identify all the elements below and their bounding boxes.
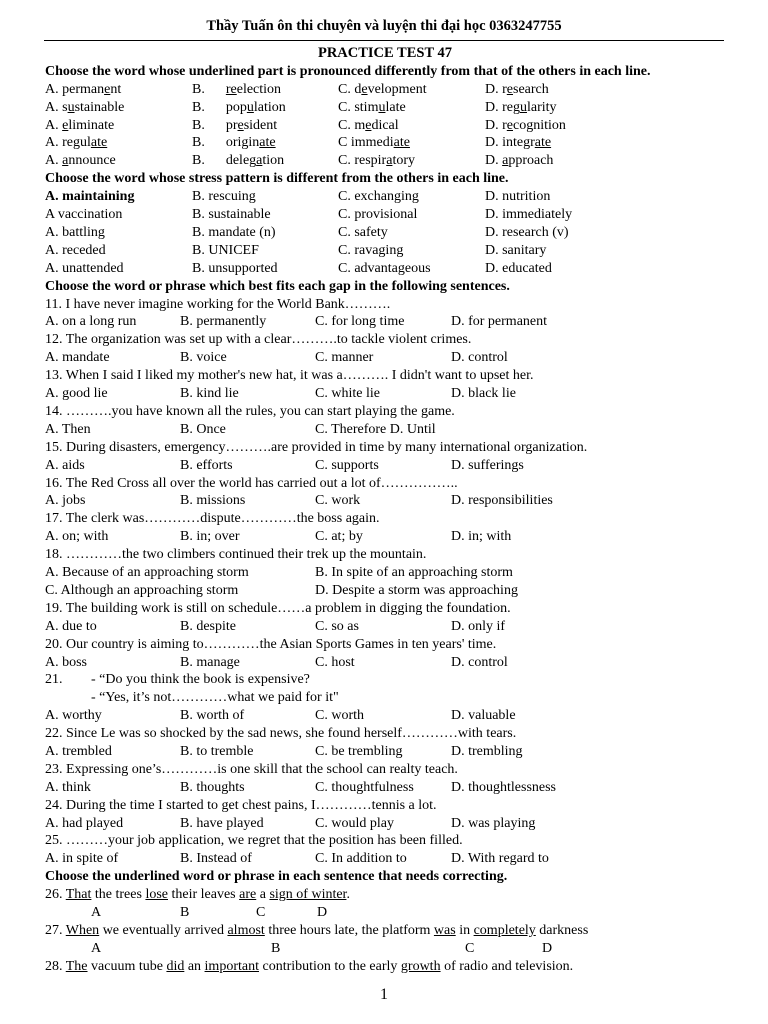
underlined-part: e xyxy=(506,117,513,133)
option-text: D. xyxy=(485,153,503,169)
question-23: 23. Expressing one’s…………is one skill that the school can realty teach. xyxy=(45,761,458,777)
underlined-part: sign of winter xyxy=(269,887,347,903)
underlined-part: growth xyxy=(400,958,441,974)
sentence-text: the trees xyxy=(91,887,146,903)
question-number: 21. xyxy=(45,672,63,688)
test-content xyxy=(45,45,725,976)
option-text: late xyxy=(385,99,406,115)
option xyxy=(45,117,114,135)
option: B. UNICEF xyxy=(192,242,259,258)
question-11: 11. I have never imagine working for the World Bank………. xyxy=(45,296,391,312)
option-text: dical xyxy=(371,117,399,133)
option-text: A. regul xyxy=(45,135,91,151)
question-13: 13. When I said I liked my mother's new hat, it was a………. I didn't want to upset her. xyxy=(45,368,534,384)
option: C. exchanging xyxy=(338,189,419,205)
option: C. would play xyxy=(315,815,394,831)
option: A. jobs xyxy=(45,493,86,509)
error-instruction: Choose the underlined word or phrase in each sentence that needs correcting. xyxy=(45,869,508,885)
underlined-part: lose xyxy=(145,887,168,903)
option xyxy=(45,81,121,99)
stress-row xyxy=(45,188,725,206)
option: B. In spite of an approaching storm xyxy=(315,565,513,581)
option xyxy=(45,99,124,117)
option: A vaccination xyxy=(45,207,123,223)
option-text: search xyxy=(513,81,549,97)
page-number: 1 xyxy=(380,986,388,1003)
options-row xyxy=(45,582,725,600)
option: C. host xyxy=(315,654,355,670)
option-text: A. xyxy=(45,153,63,169)
pronunciation-row xyxy=(45,99,725,117)
underlined-part: re xyxy=(225,81,237,97)
underlined-part: ate xyxy=(393,135,410,151)
option: D. was playing xyxy=(451,815,536,831)
option xyxy=(338,81,427,99)
option: D. for permanent xyxy=(451,314,548,330)
question-27 xyxy=(45,922,725,940)
underlined-part: did xyxy=(166,958,185,974)
option: C. Although an approaching storm xyxy=(45,582,239,598)
option: A. think xyxy=(45,779,91,795)
sentence-text: in xyxy=(455,922,474,938)
option: B. unsupported xyxy=(192,260,278,276)
option: C. supports xyxy=(315,457,379,473)
question-26 xyxy=(45,886,725,904)
sentence-text: . xyxy=(346,887,350,903)
option: D. educated xyxy=(485,260,552,276)
pronunciation-row xyxy=(45,117,725,135)
question-17: 17. The clerk was…………dispute…………the boss again. xyxy=(45,511,380,527)
underlined-part: completely xyxy=(473,922,536,938)
option-text: A. xyxy=(45,117,63,133)
question-18: 18. …………the two climbers continued their trek up the mountain. xyxy=(45,547,427,563)
options-row xyxy=(45,421,725,439)
option xyxy=(45,152,116,170)
option: C. be trembling xyxy=(315,743,403,759)
option-text: pproach xyxy=(508,153,554,169)
options-row xyxy=(45,654,725,672)
option: C. at; by xyxy=(315,529,363,545)
option: C. thoughtfulness xyxy=(315,779,414,795)
underlined-part: are xyxy=(239,887,257,903)
option-text: C. stim xyxy=(338,99,379,115)
stress-row xyxy=(45,206,725,224)
underlined-part: important xyxy=(204,958,259,974)
underlined-part: ate xyxy=(90,135,108,151)
option: B. to tremble xyxy=(180,743,254,759)
underlined-part: u xyxy=(378,99,386,115)
option: A. Because of an approaching storm xyxy=(45,565,249,581)
underlined-part: u xyxy=(67,99,75,115)
underlined-part: e xyxy=(365,117,372,133)
option: B. worth of xyxy=(180,708,245,724)
option: A. receded xyxy=(45,242,106,258)
question-26-letters xyxy=(45,904,725,922)
option: C. In addition to xyxy=(315,851,407,867)
question-16: 16. The Red Cross all over the world has carried out a lot of…………….. xyxy=(45,475,458,491)
option-text: D. r xyxy=(485,117,507,133)
option xyxy=(338,117,399,135)
option: B. voice xyxy=(180,350,227,366)
dialogue-line: - “Yes, it’s not…………what we paid for it" xyxy=(91,690,339,706)
underlined-part: e xyxy=(506,81,513,97)
page-header: Thầy Tuấn ôn thi chuyên và luyện thi đại học 0363247755 xyxy=(206,18,562,34)
option: D. research (v) xyxy=(485,224,569,240)
option xyxy=(485,152,553,170)
option: A. had played xyxy=(45,815,124,831)
option xyxy=(485,81,549,99)
option xyxy=(192,152,284,170)
stress-instruction: Choose the word whose stress pattern is different from the others in each line. xyxy=(45,171,509,187)
option: A. mandate xyxy=(45,350,110,366)
options-row xyxy=(45,743,725,761)
test-title: PRACTICE TEST 47 xyxy=(317,45,453,61)
underlined-part: e xyxy=(237,117,244,133)
question-21-line2 xyxy=(45,689,725,707)
option: C. safety xyxy=(338,224,388,240)
options-row xyxy=(45,313,725,331)
answer-letter: C xyxy=(465,940,475,956)
option: B. have played xyxy=(180,815,264,831)
underlined-part: ate xyxy=(259,135,276,151)
option: D. valuable xyxy=(451,708,516,724)
option-text: D. integr xyxy=(485,135,535,151)
answer-letter: C xyxy=(256,905,266,921)
options-row xyxy=(45,850,725,868)
option: D. sanitary xyxy=(485,242,547,258)
options-row xyxy=(45,349,725,367)
question-21 xyxy=(45,671,725,689)
pronunciation-row xyxy=(45,134,725,152)
option: A. boss xyxy=(45,654,88,670)
option: C. ravaging xyxy=(338,242,404,258)
option: B. efforts xyxy=(180,457,233,473)
question-25: 25. ………your job application, we regret that the position has been filled. xyxy=(45,833,463,849)
option-text: nnounce xyxy=(68,153,116,169)
option: D. With regard to xyxy=(451,851,549,867)
underlined-part: e xyxy=(104,81,111,97)
underlined-part: u xyxy=(520,99,527,115)
question-28 xyxy=(45,958,725,976)
option: C. for long time xyxy=(315,314,405,330)
option-text: tion xyxy=(262,153,285,169)
gapfill-instruction: Choose the word or phrase which best fits each gap in the following sentences. xyxy=(45,278,510,294)
option: D. black lie xyxy=(451,386,516,402)
sentence-text: a xyxy=(256,887,270,903)
option xyxy=(45,134,107,152)
option xyxy=(192,134,276,152)
option-text: sident xyxy=(243,117,278,133)
option xyxy=(485,99,557,117)
option: D. Despite a storm was approaching xyxy=(315,582,518,598)
option-text: B. pr xyxy=(192,117,238,133)
option: D. immediately xyxy=(485,207,573,223)
option: D. nutrition xyxy=(485,189,551,205)
answer-letter: A xyxy=(91,905,102,921)
answer-letter: B xyxy=(180,905,190,921)
option-text: stainable xyxy=(74,99,125,115)
question-14: 14. ……….you have known all the rules, you can start playing the game. xyxy=(45,403,455,419)
dialogue-line: - “Do you think the book is expensive? xyxy=(91,672,310,688)
stress-row xyxy=(45,242,725,260)
header-divider xyxy=(44,40,724,41)
option: A. on; with xyxy=(45,529,109,545)
answer-letter: A xyxy=(91,940,102,956)
options-row xyxy=(45,564,725,582)
sentence-text: an xyxy=(184,958,205,974)
sentence-text: of radio and television. xyxy=(440,958,574,974)
option-text: larity xyxy=(527,99,557,115)
option-text: cognition xyxy=(513,117,566,133)
option xyxy=(192,81,281,99)
options-row xyxy=(45,707,725,725)
option: C. so as xyxy=(315,618,359,634)
option-text: tory xyxy=(392,153,415,169)
question-15: 15. During disasters, emergency……….are provided in time by many international organization. xyxy=(45,439,588,455)
option xyxy=(338,152,415,170)
option: B. kind lie xyxy=(180,386,239,402)
options-row xyxy=(45,457,725,475)
option-text: liminate xyxy=(68,117,115,133)
option: A. worthy xyxy=(45,708,102,724)
option-text: C. respir xyxy=(338,153,387,169)
option: B. mandate (n) xyxy=(192,224,276,240)
option: A. maintaining xyxy=(45,189,135,205)
stress-row xyxy=(45,260,725,278)
options-row xyxy=(45,815,725,833)
option: C. manner xyxy=(315,350,374,366)
question-19: 19. The building work is still on schedule……a problem in digging the foundation. xyxy=(45,600,511,616)
question-22: 22. Since Le was so shocked by the sad news, she found herself…………with tears. xyxy=(45,726,517,742)
sentence-text: darkness xyxy=(535,922,589,938)
underlined-part: almost xyxy=(227,922,265,938)
option-text: B. deleg xyxy=(192,153,257,169)
option-text: D. reg xyxy=(485,99,520,115)
answer-letter: D xyxy=(317,905,328,921)
pronunciation-row xyxy=(45,81,725,99)
sentence-text: their leaves xyxy=(168,887,240,903)
underlined-part: e xyxy=(361,81,368,97)
underlined-part: a xyxy=(256,153,263,169)
question-12: 12. The organization was set up with a clear……….to tackle violent crimes. xyxy=(45,332,472,348)
option: D. trembling xyxy=(451,743,523,759)
underlined-part: ate xyxy=(534,135,552,151)
option: A. Then xyxy=(45,421,91,437)
option: A. aids xyxy=(45,457,85,473)
stress-row xyxy=(45,224,725,242)
sentence-text: 26. xyxy=(45,887,66,903)
gapfill-questions xyxy=(45,296,725,869)
option-text: lation xyxy=(253,99,286,115)
option: B. despite xyxy=(180,618,236,634)
option: A. on a long run xyxy=(45,314,137,330)
option xyxy=(485,134,551,152)
pronunciation-questions xyxy=(45,81,725,170)
answer-letter: D xyxy=(542,940,553,956)
options-row xyxy=(45,385,725,403)
option: D. thoughtlessness xyxy=(451,779,556,795)
underlined-part: a xyxy=(62,153,69,169)
pronunciation-row xyxy=(45,152,725,170)
option: A. in spite of xyxy=(45,851,119,867)
option-text: B. origin xyxy=(192,135,260,151)
option: A. battling xyxy=(45,224,105,240)
option xyxy=(485,117,566,135)
underlined-part: When xyxy=(65,922,100,938)
option: A. good lie xyxy=(45,386,108,402)
option: B. manage xyxy=(180,654,240,670)
option-text: velopment xyxy=(367,81,427,97)
underlined-part: The xyxy=(65,958,88,974)
option-text: nt xyxy=(110,81,122,97)
option xyxy=(192,117,277,135)
underlined-part: a xyxy=(502,153,509,169)
option-text: election xyxy=(236,81,282,97)
option-text: B. pop xyxy=(192,99,247,115)
option: C. worth xyxy=(315,708,364,724)
option: B. Once xyxy=(180,421,226,437)
underlined-part: u xyxy=(246,99,254,115)
underlined-part: That xyxy=(65,887,92,903)
option: A. due to xyxy=(45,618,97,634)
sentence-text: we eventually arrived xyxy=(99,922,228,938)
option: D. only if xyxy=(451,618,506,634)
underlined-part: e xyxy=(62,117,69,133)
option: A. unattended xyxy=(45,260,124,276)
options-row xyxy=(45,618,725,636)
option: B. Instead of xyxy=(180,851,252,867)
option-text: C. m xyxy=(338,117,366,133)
options-row xyxy=(45,779,725,797)
sentence-text: 28. xyxy=(45,958,66,974)
question-24: 24. During the time I started to get chest pains, I…………tennis a lot. xyxy=(45,797,437,813)
question-27-letters xyxy=(45,940,725,958)
option: C. advantageous xyxy=(338,260,431,276)
stress-questions xyxy=(45,188,725,277)
option: B. in; over xyxy=(180,529,240,545)
sentence-text: contribution to the early xyxy=(258,958,401,974)
option: B. thoughts xyxy=(180,779,245,795)
option: C. Therefore D. Until xyxy=(315,421,436,437)
option: B. permanently xyxy=(180,314,267,330)
option-text: B. xyxy=(192,81,226,97)
sentence-text: three hours late, the platform xyxy=(264,922,434,938)
options-row xyxy=(45,528,725,546)
answer-letter: B xyxy=(271,940,281,956)
underlined-part: a xyxy=(386,153,393,169)
options-row xyxy=(45,492,725,510)
underlined-part: was xyxy=(433,922,456,938)
option xyxy=(338,134,410,152)
option: A. trembled xyxy=(45,743,112,759)
option xyxy=(338,99,406,117)
option: B. rescuing xyxy=(192,189,256,205)
option: C. work xyxy=(315,493,361,509)
option: C. white lie xyxy=(315,386,380,402)
option: C. provisional xyxy=(338,207,418,223)
option: D. in; with xyxy=(451,529,512,545)
question-20: 20. Our country is aiming to…………the Asian Sports Games in ten years' time. xyxy=(45,636,497,652)
option: B. missions xyxy=(180,493,246,509)
option: D. control xyxy=(451,654,508,670)
option-text: D. r xyxy=(485,81,507,97)
option: D. sufferings xyxy=(451,457,524,473)
option-text: A. perman xyxy=(45,81,105,97)
option: D. control xyxy=(451,350,508,366)
option: D. responsibilities xyxy=(451,493,553,509)
option xyxy=(192,99,286,117)
option-text: A. s xyxy=(45,99,68,115)
option-text: C. d xyxy=(338,81,362,97)
pronunciation-instruction: Choose the word whose underlined part is pronounced differently from that of the others in each line. xyxy=(45,63,651,79)
option-text: C immedi xyxy=(338,135,394,151)
option: B. sustainable xyxy=(192,207,271,223)
sentence-text: 27. xyxy=(45,922,66,938)
sentence-text: vacuum tube xyxy=(87,958,167,974)
